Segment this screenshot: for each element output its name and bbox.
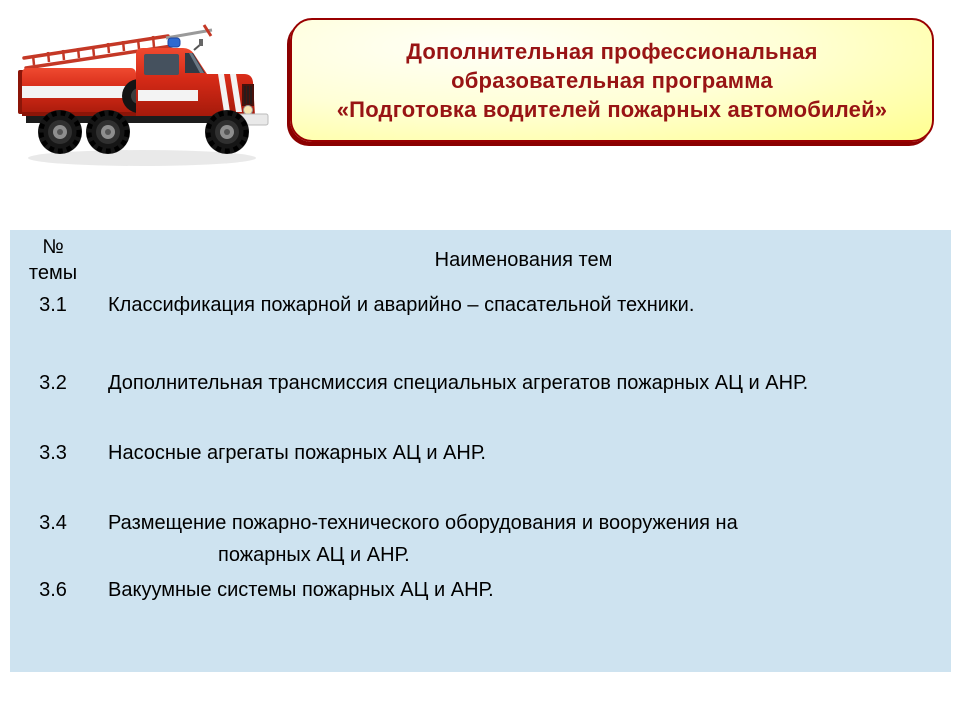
topic-number: 3.6 — [39, 579, 67, 601]
table-row — [10, 575, 951, 672]
fire-truck-icon — [18, 6, 270, 172]
header-num-line-1: № — [42, 236, 64, 258]
table-row — [10, 438, 951, 508]
table-header-row — [10, 230, 951, 290]
topic-cell — [96, 575, 951, 672]
topic-number: 3.2 — [39, 372, 67, 394]
topic-line: пожарных АЦ и АНР. — [218, 544, 410, 566]
topic-line: Вакуумные системы пожарных АЦ и АНР. — [108, 579, 494, 601]
topic-number: 3.1 — [39, 294, 67, 316]
banner-line-1: Дополнительная профессиональная — [406, 38, 818, 64]
topic-cell — [96, 368, 951, 438]
table-row — [10, 368, 951, 438]
header-name-label: Наименования тем — [434, 248, 613, 271]
header-cell-topic-number — [10, 230, 96, 290]
table-row — [10, 290, 951, 368]
topic-cell — [96, 508, 951, 575]
header-num-line-2: темы — [28, 262, 78, 284]
table-row — [10, 508, 951, 575]
topic-line: Насосные агрегаты пожарных АЦ и АНР. — [108, 442, 486, 464]
topic-number: 3.3 — [39, 442, 67, 464]
topic-cell — [96, 438, 951, 508]
topics-table — [10, 230, 951, 672]
topic-line: Дополнительная трансмиссия специальных агрегатов пожарных АЦ и АНР. — [108, 372, 809, 394]
fire-truck-image — [18, 6, 270, 172]
banner-line-3: «Подготовка водителей пожарных автомобилей» — [336, 96, 888, 122]
topic-line: Классификация пожарной и аварийно – спасательной техники. — [108, 294, 695, 316]
topic-line: Размещение пожарно-технического оборудования и вооружения на — [108, 512, 738, 534]
header-cell-topic-name — [96, 230, 951, 290]
topic-cell — [96, 290, 951, 368]
program-title-banner — [290, 18, 934, 142]
topic-number: 3.4 — [39, 512, 67, 534]
banner-line-2: образовательная программа — [451, 67, 773, 93]
